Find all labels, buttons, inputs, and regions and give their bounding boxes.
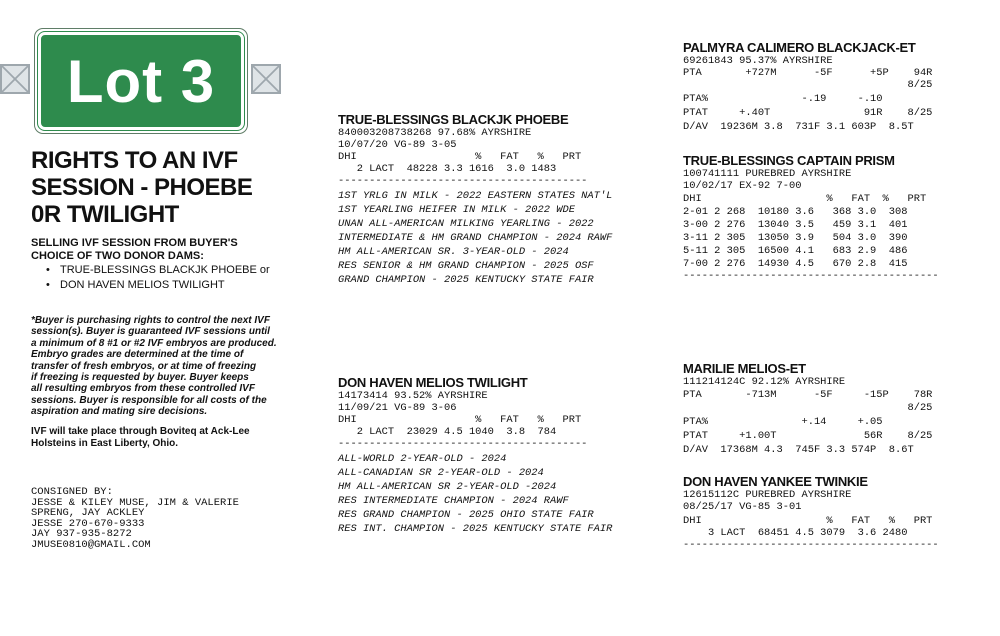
info-line: 3-11 2 305 13050 3.9 504 3.0 390 xyxy=(683,232,908,244)
marilie-sire-block xyxy=(683,361,932,456)
animal-name: PALMYRA CALIMERO BLACKJACK-ET xyxy=(683,40,916,55)
calimero-sire-block xyxy=(683,40,932,133)
award-line: HM ALL-AMERICAN SR. 3-YEAR-OLD - 2024 xyxy=(338,246,569,258)
ivf-note-line: Holsteins in East Liberty, Ohio. xyxy=(31,438,179,449)
twinkie-dam-block xyxy=(683,474,939,551)
divider: ---------------------------------------- xyxy=(338,175,588,187)
consigned-by xyxy=(31,487,239,551)
info-line: 12615112C PUREBRED AYRSHIRE xyxy=(683,489,852,501)
ivf-note-line: IVF will take place through Boviteq at Ack-Lee xyxy=(31,426,250,437)
award-line: 1ST YRLG IN MILK - 2022 EASTERN STATES NAT'L xyxy=(338,190,613,202)
registration-line: 14173414 93.52% AYRSHIRE xyxy=(338,390,488,402)
consigned-line: JMUSE0810@GMAIL.COM xyxy=(31,538,151,551)
dhi-header: DHI % FAT % PRT xyxy=(338,414,582,426)
info-line: DHI % FAT % PRT xyxy=(683,193,927,205)
info-line: 8/25 xyxy=(683,79,933,91)
ivf-note xyxy=(31,426,311,450)
donor-dam-item: • TRUE-BLESSINGS BLACKJK PHOEBE or xyxy=(46,263,270,278)
info-line: 69261843 95.37% AYRSHIRE xyxy=(683,55,833,67)
disclaimer-line: *Buyer is purchasing rights to control the next IVF xyxy=(31,315,270,326)
fence-left-icon xyxy=(0,64,30,94)
consigned-line: JESSE & KILEY MUSE, JIM & VALERIE xyxy=(31,496,239,509)
selling-heading xyxy=(31,237,321,263)
disclaimer-line: sessions. Buyer is responsible for all costs of the xyxy=(31,394,267,406)
divider: ---------------------------------------- xyxy=(338,438,588,450)
award-line: ALL-WORLD 2-YEAR-OLD - 2024 xyxy=(338,453,507,465)
birth-line: 11/09/21 VG-89 3-06 xyxy=(338,402,457,414)
award-line: INTERMEDIATE & HM GRAND CHAMPION - 2024 RAWF xyxy=(338,232,613,244)
lot-sign xyxy=(34,28,248,134)
fence-right-icon xyxy=(251,64,281,94)
info-line: 8/25 xyxy=(683,402,933,414)
award-line: RES INT. CHAMPION - 2025 KENTUCKY STATE FAIR xyxy=(338,523,613,535)
disclaimer-line: aspiration and mating sire decisions. xyxy=(31,406,208,418)
headline-line: RIGHTS TO AN IVF xyxy=(31,147,238,174)
award-line: 1ST YEARLING HEIFER IN MILK - 2022 WDE xyxy=(338,204,575,216)
consigned-line: JESSE 270-670-9333 xyxy=(31,517,145,530)
donor-dam-list xyxy=(46,263,270,293)
info-line: 3 LACT 68451 4.5 3079 3.6 2480 xyxy=(683,527,908,539)
dhi-header: DHI % FAT % PRT xyxy=(338,151,582,163)
lot-label: Lot 3 xyxy=(38,32,244,130)
donor-dam-item: • DON HAVEN MELIOS TWILIGHT xyxy=(46,278,270,293)
birth-line: 10/07/20 VG-89 3-05 xyxy=(338,139,457,151)
divider: ----------------------------------------- xyxy=(683,270,939,282)
award-line: RES INTERMEDIATE CHAMPION - 2024 RAWF xyxy=(338,495,569,507)
disclaimer-line: session(s). Buyer is guaranteed IVF sessions until xyxy=(31,326,270,338)
dhi-row: 2 LACT 48228 3.3 1616 3.0 1483 xyxy=(338,163,557,175)
info-line: 08/25/17 VG-85 3-01 xyxy=(683,501,802,513)
animal-name: MARILIE MELIOS-ET xyxy=(683,361,806,376)
info-line: PTAT +.40T 91R 8/25 xyxy=(683,107,933,119)
animal-name: DON HAVEN MELIOS TWILIGHT xyxy=(338,375,528,390)
animal-name: TRUE-BLESSINGS BLACKJK PHOEBE xyxy=(338,112,569,127)
info-line: PTA% +.14 +.05 xyxy=(683,416,883,428)
info-line: PTAT +1.00T 56R 8/25 xyxy=(683,430,933,442)
award-line: UNAN ALL-AMERICAN MILKING YEARLING - 2022 xyxy=(338,218,594,230)
animal-name: TRUE-BLESSINGS CAPTAIN PRISM xyxy=(683,153,895,168)
selling-line: CHOICE OF TWO DONOR DAMS: xyxy=(31,250,204,262)
award-line: GRAND CHAMPION - 2025 KENTUCKY STATE FAIR xyxy=(338,274,594,286)
info-line: 3-00 2 276 13040 3.5 459 3.1 401 xyxy=(683,219,908,231)
info-line: 100741111 PUREBRED AYRSHIRE xyxy=(683,168,852,180)
award-line: RES GRAND CHAMPION - 2025 OHIO STATE FAIR xyxy=(338,509,594,521)
award-line: HM ALL-AMERICAN SR 2-YEAR-OLD -2024 xyxy=(338,481,557,493)
award-line: RES SENIOR & HM GRAND CHAMPION - 2025 OSF xyxy=(338,260,594,272)
info-line: D/AV 19236M 3.8 731F 3.1 603P 8.5T xyxy=(683,121,914,133)
headline-line: SESSION - PHOEBE xyxy=(31,174,253,201)
divider: ----------------------------------------- xyxy=(683,539,939,551)
consigned-line: CONSIGNED BY: xyxy=(31,486,113,498)
disclaimer-line: transfer of fresh embryos, or at time of freezing xyxy=(31,360,257,372)
disclaimer-line: all resulting embryos from these controlled IVF xyxy=(31,383,255,395)
disclaimer-line: a minimum of 8 #1 or #2 IVF embryos are produced. xyxy=(31,337,277,349)
animal-name: DON HAVEN YANKEE TWINKIE xyxy=(683,474,868,489)
info-line: DHI % FAT % PRT xyxy=(683,515,933,527)
info-line: PTA +727M -5F +5P 94R xyxy=(683,67,933,79)
info-line: 111214124C 92.12% AYRSHIRE xyxy=(683,376,846,388)
disclaimer-line: if freezing is requested by buyer. Buyer keeps xyxy=(31,372,249,384)
twilight-pedigree xyxy=(338,375,612,536)
phoebe-pedigree xyxy=(338,112,612,287)
info-line: 2-01 2 268 10180 3.6 368 3.0 308 xyxy=(683,206,908,218)
headline-line: 0R TWILIGHT xyxy=(31,201,179,228)
dhi-row: 2 LACT 23029 4.5 1040 3.8 784 xyxy=(338,426,557,438)
prism-dam-block xyxy=(683,153,939,282)
disclaimer-line: Embryo grades are determined at the time of xyxy=(31,349,244,361)
info-line: 5-11 2 305 16500 4.1 683 2.9 486 xyxy=(683,245,908,257)
info-line: PTA -713M -5F -15P 78R xyxy=(683,389,933,401)
info-line: 10/02/17 EX-92 7-00 xyxy=(683,180,802,192)
headline xyxy=(31,147,321,228)
consigned-line: SPRENG, JAY ACKLEY xyxy=(31,507,145,520)
disclaimer xyxy=(31,315,299,418)
info-line: 7-00 2 276 14930 4.5 670 2.8 415 xyxy=(683,258,908,270)
registration-line: 840003208738268 97.68% AYRSHIRE xyxy=(338,127,532,139)
info-line: D/AV 17368M 4.3 745F 3.3 574P 8.6T xyxy=(683,444,914,456)
award-line: ALL-CANADIAN SR 2-YEAR-OLD - 2024 xyxy=(338,467,544,479)
selling-line: SELLING IVF SESSION FROM BUYER'S xyxy=(31,237,238,249)
info-line: PTA% -.19 -.10 xyxy=(683,93,883,105)
consigned-line: JAY 937-935-8272 xyxy=(31,528,132,541)
